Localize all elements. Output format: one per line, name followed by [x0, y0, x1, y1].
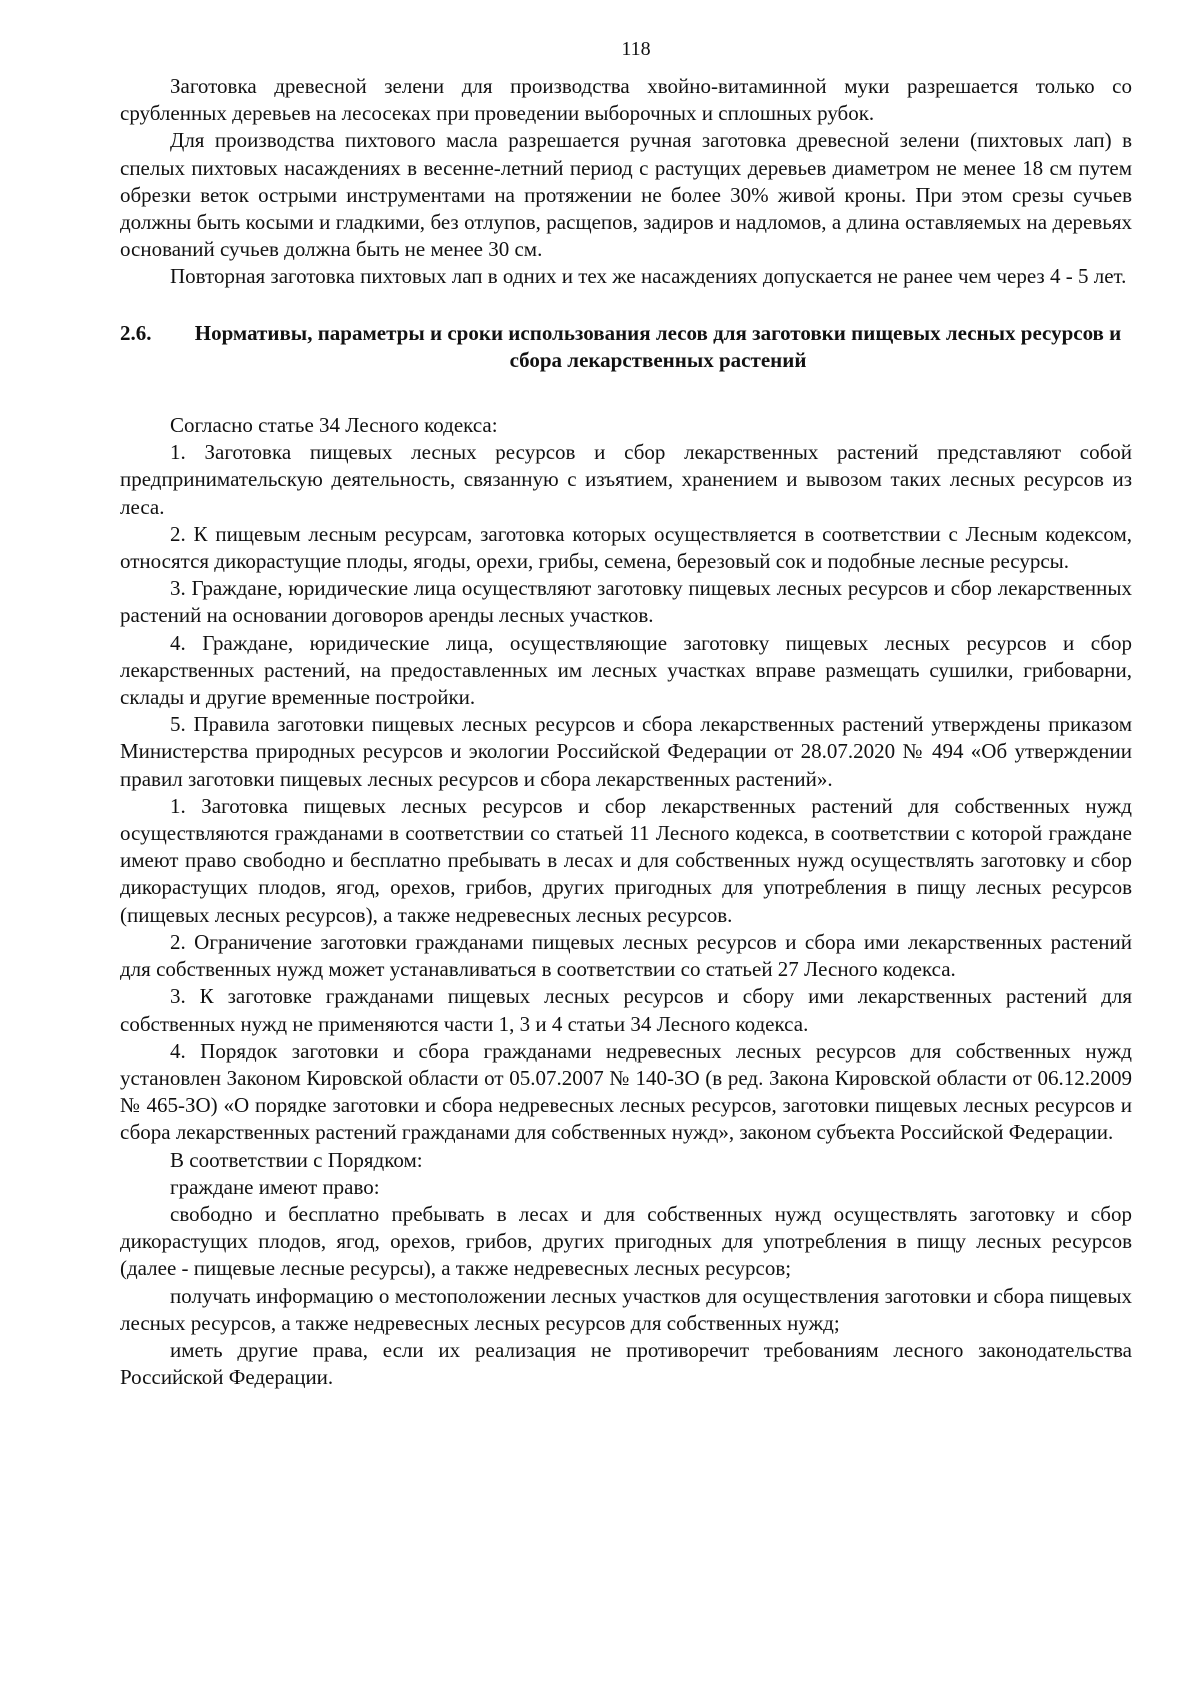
- body-paragraph-citizens-rights: граждане имеют право:: [170, 1174, 380, 1199]
- body-paragraph-article-34-item-2: 2. К пищевым лесным ресурсам, заготовка которых осуществляется в соответствии с Лесным кодексом, относятся дикорастущие плоды, ягоды, орехи, грибы, семена, березовый сок и подобные лесные ресурсы.: [120, 521, 1132, 574]
- section-number: 2.6.: [120, 320, 152, 345]
- body-paragraph-own-needs-item-3: 3. К заготовке гражданами пищевых лесных ресурсов и сбору ими лекарственных растений для собственных нужд не применяются части 1, 3 и 4 статьи 34 Лесного кодекса.: [120, 984, 1132, 1036]
- intro-paragraph-3: Повторная заготовка пихтовых лап в одних и тех же насаждениях допускается не ранее чем через 4 - 5 лет.: [170, 264, 1127, 289]
- body-paragraph-own-needs-item-1: 1. Заготовка пищевых лесных ресурсов и сбор лекарственных растений для собственных нужд осуществляются гражданами в соответствии со статьей 11 Лесного кодекса, в соответствии с которой граждане имеют право свободно и бесплатно пребывать в лесах и для собственных нужд осуществлять заготовку и сбор дикорастущих плодов, ягод, орехов, грибов, других пригодных для употребления в пищу лесных ресурсов (пищевых лесных ресурсов), а также недревесных лесных ресурсов.: [120, 793, 1132, 927]
- body-paragraph-right-1: свободно и бесплатно пребывать в лесах и для собственных нужд осуществлять заготовку и сбор дикорастущих плодов, ягод, орехов, грибов, других пригодных для употребления в пищу лесных ресурсов (далее - пищевые лесные ресурсы), а также недревесных лесных ресурсов;: [120, 1201, 1132, 1281]
- page-number: 118: [621, 38, 651, 60]
- body-paragraph-article-34-item-4: 4. Граждане, юридические лица, осуществляющие заготовку пищевых лесных ресурсов и сбор лекарственных растений, на предоставленных им лесных участках вправе размещать сушилки, грибоварни, склады и другие временные постройки.: [120, 630, 1132, 710]
- intro-paragraph-1: Заготовка древесной зелени для производства хвойно-витаминной муки разрешается только со срубленных деревьев на лесосеках при проведении выборочных и сплошных рубок.: [120, 74, 1132, 126]
- body-paragraph-own-needs-item-2: 2. Ограничение заготовки гражданами пищевых лесных ресурсов и сбора ими лекарственных растений для собственных нужд может устанавливаться в соответствии со статьей 27 Лесного кодекса.: [120, 929, 1132, 982]
- section-heading: [120, 320, 1132, 374]
- body-paragraph-right-2: получать информацию о местоположении лесных участков для осуществления заготовки и сбора пищевых лесных ресурсов, а также недревесных лесных ресурсов для собственных нужд;: [120, 1283, 1132, 1335]
- body-paragraph-article-34-item-1: 1. Заготовка пищевых лесных ресурсов и сбор лекарственных растений представляют собой предпринимательскую деятельность, связанную с изъятием, хранением и вывозом таких лесных ресурсов из леса.: [120, 440, 1132, 519]
- body-paragraph-intro: Согласно статье 34 Лесного кодекса:: [170, 413, 498, 438]
- body-paragraph-procedure-intro: В соответствии с Порядком:: [170, 1147, 423, 1172]
- intro-paragraph-2: Для производства пихтового масла разрешается ручная заготовка древесной зелени (пихтовых лап) в спелых пихтовых насаждениях в весенне-летний период с растущих деревьев диаметром не менее 18 см путем обрезки веток острыми инструментами на протяжении не более 30% живой кроны. При этом срезы сучьев должны быть косыми и гладкими, без отлупов, расщепов, задиров и надломов, а длина оставляемых на деревьях оснований сучьев должна быть не менее 30 см.: [120, 128, 1132, 262]
- body-paragraph-right-3: иметь другие права, если их реализация не противоречит требованиям лесного законодательства Российской Федерации.: [120, 1337, 1132, 1390]
- body-paragraph-article-34-item-5: 5. Правила заготовки пищевых лесных ресурсов и сбора лекарственных растений утверждены приказом Министерства природных ресурсов и экологии Российской Федерации от 28.07.2020 № 494 «Об утверждении правил заготовки пищевых лесных ресурсов и сбора лекарственных растений».: [120, 712, 1132, 791]
- body-paragraph-article-34-item-3: 3. Граждане, юридические лица осуществляют заготовку пищевых лесных ресурсов и сбор лекарственных растений на основании договоров аренды лесных участков.: [120, 576, 1132, 628]
- body-paragraph-own-needs-item-4: 4. Порядок заготовки и сбора гражданами недревесных лесных ресурсов для собственных нужд установлен Законом Кировской области от 05.07.2007 № 140-ЗО (в ред. Закона Кировской области от 06.12.2009 № 465-ЗО) «О порядке заготовки и сбора недревесных лесных ресурсов, заготовки пищевых лесных ресурсов и сбора лекарственных растений гражданами для собственных нужд», законом субъекта Российской Федерации.: [120, 1038, 1132, 1145]
- section-title: Нормативы, параметры и сроки использования лесов для заготовки пищевых лесных ресурсов и сбора лекарственных растений: [194, 320, 1122, 372]
